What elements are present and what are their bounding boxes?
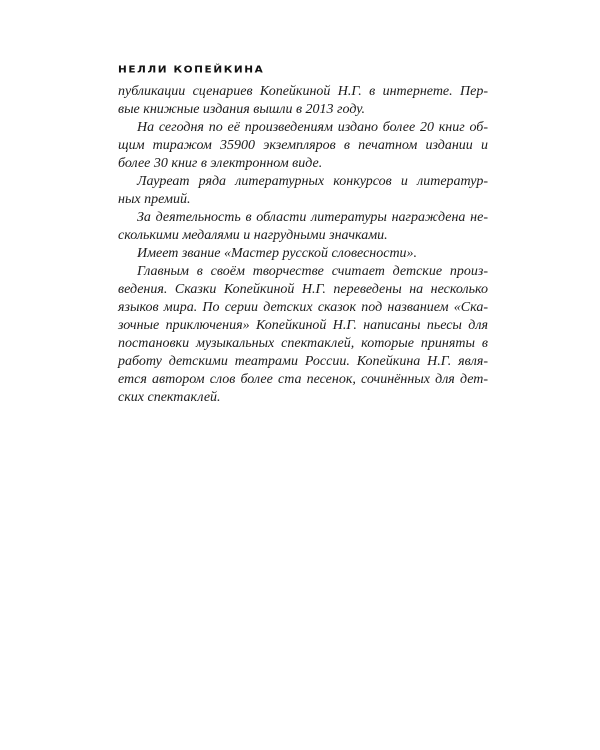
text-line: ских спектаклей. — [118, 390, 221, 405]
text-line: ных премий. — [118, 192, 191, 207]
text-line: более 30 книг в электронном виде. — [118, 156, 323, 171]
text-line: языков мира. По серии детских сказок под названием «Ска- — [118, 300, 488, 315]
text-line: ется автором слов более ста песенок, сочинённых для дет- — [118, 372, 488, 387]
text-line: публикации сценариев Копейкиной Н.Г. в интернете. Пер- — [118, 84, 488, 99]
text-line: Имеет звание «Мастер русской словесности». — [137, 246, 418, 261]
text-line: сколькими медалями и нагрудными значками. — [118, 228, 388, 243]
text-line: ведения. Сказки Копейкиной Н.Г. переведены на несколько — [118, 282, 488, 297]
text-line: За деятельность в области литературы награждена не- — [137, 210, 488, 225]
text-line: На сегодня по её произведениям издано более 20 книг об- — [137, 120, 488, 135]
text-line: постановки музыкальных спектаклей, которые приняты в — [118, 336, 488, 351]
text-line: зочные приключения» Копейкиной Н.Г. написаны пьесы для — [118, 318, 488, 333]
text-line: Лауреат ряда литературных конкурсов и литератур- — [137, 174, 488, 189]
running-head: НЕЛЛИ КОПЕЙКИНА — [118, 64, 265, 76]
text-line: щим тиражом 35900 экземпляров в печатном издании и — [118, 138, 488, 153]
text-line: вые книжные издания вышли в 2013 году. — [118, 102, 366, 117]
text-line: работу детскими театрами России. Копейкина Н.Г. явля- — [118, 354, 488, 369]
body-text — [118, 83, 488, 407]
text-line: Главным в своём творчестве считает детские произ- — [137, 264, 488, 279]
